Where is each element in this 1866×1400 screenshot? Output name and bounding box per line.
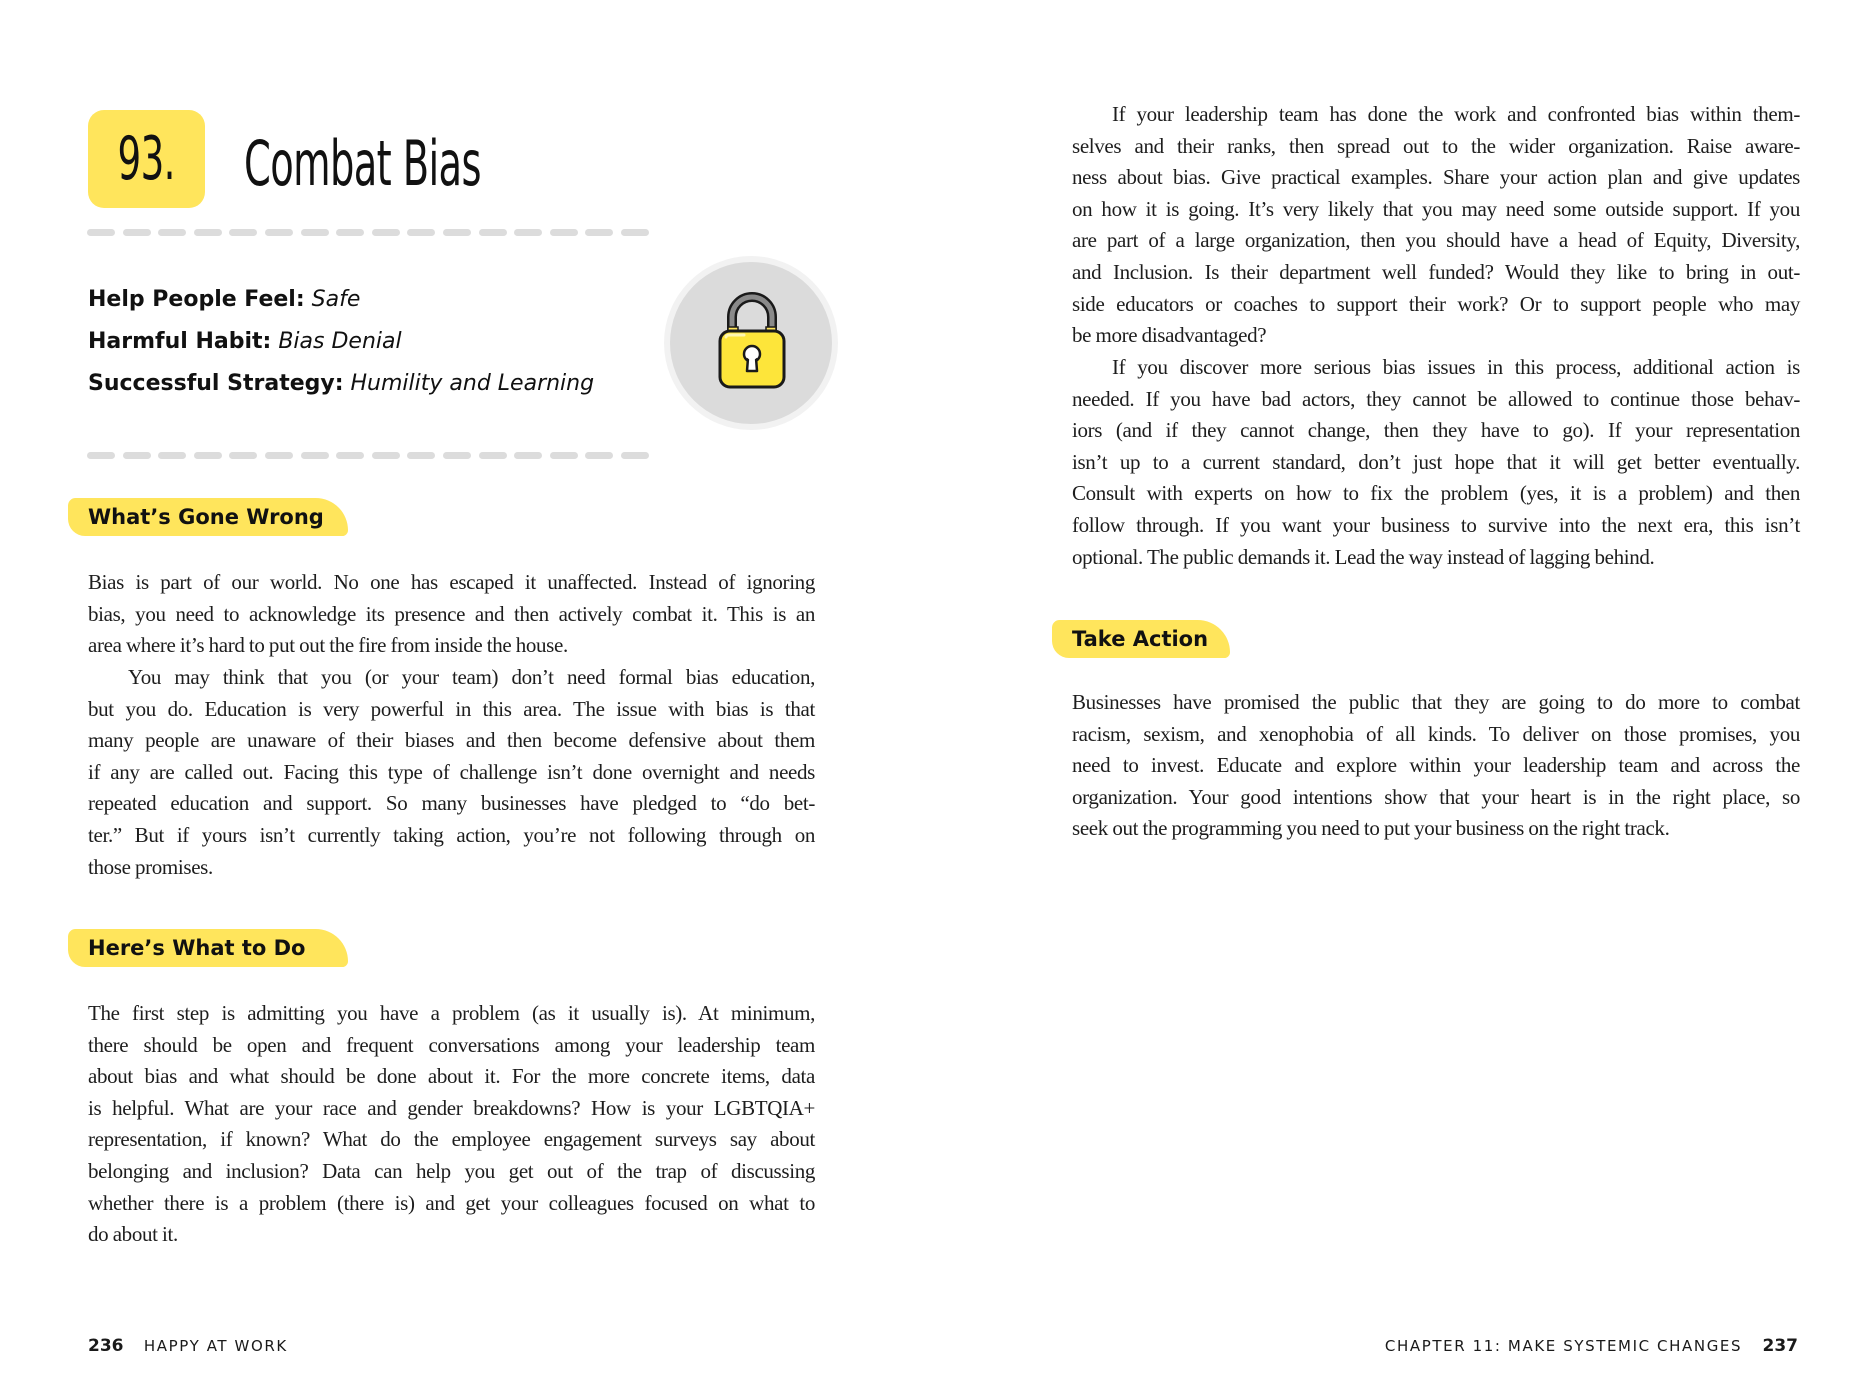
text-line: optional. The public demands it. Lead the way instead of lagging behind. xyxy=(1072,544,1655,569)
text-line: needed. If you have bad actors, they cannot be allowed to continue those behav- xyxy=(1072,386,1800,411)
section-heading-heres-what-to-do xyxy=(68,929,348,967)
meta-habit-label: Harmful Habit: xyxy=(88,329,272,354)
text-line: is helpful. What are your race and gender breakdowns? How is your LGBTQIA+ xyxy=(88,1095,815,1120)
text-line: if any are called out. Facing this type of challenge isn’t done overnight and needs xyxy=(88,759,815,784)
text-line: many people are unaware of their biases and then become defensive about them xyxy=(88,728,815,753)
meta-strategy xyxy=(88,371,594,396)
text-line: If your leadership team has done the work and confronted bias within them- xyxy=(1112,102,1800,126)
text-line: Consult with experts on how to fix the problem (yes, it is a problem) and then xyxy=(1072,481,1800,506)
text-line: are part of a large organization, then you should have a head of Equity, Diversity, xyxy=(1072,228,1800,253)
meta-feel-label: Help People Feel: xyxy=(88,287,305,312)
meta-feel xyxy=(88,287,360,312)
text-line: about bias and what should be done about it. For the more concrete items, data xyxy=(88,1064,815,1089)
text-line: iors (and if they cannot change, then they have to go). If your representation xyxy=(1072,418,1800,443)
text-line: organization. Your good intentions show that your heart is in the right place, so xyxy=(1072,784,1800,809)
paragraph-take-action-1 xyxy=(1072,687,1800,845)
meta-strategy-value: Humility and Learning xyxy=(350,371,595,396)
text-line: belonging and inclusion? Data can help you get out of the trap of discussing xyxy=(88,1158,815,1183)
paragraph-what-to-do-2 xyxy=(1072,99,1800,352)
left-page-number: 236 xyxy=(88,1336,124,1356)
text-line: representation, if known? What do the employee engagement surveys say about xyxy=(88,1127,815,1152)
paragraph-gone-wrong-1 xyxy=(88,567,815,662)
text-line: on how it is going. It’s very likely that you may need some outside support. If you xyxy=(1072,196,1800,221)
text-line: area where it’s hard to put out the fire from inside the house. xyxy=(88,633,568,658)
section-heading-label: Take Action xyxy=(1072,627,1209,651)
text-line: follow through. If you want your business to survive into the next era, this isn’t xyxy=(1072,512,1800,537)
text-line: Businesses have promised the public that they are going to do more to combat xyxy=(1072,690,1800,714)
text-line: repeated education and support. So many businesses have pledged to “do bet- xyxy=(88,791,815,816)
text-line: need to invest. Educate and explore within your leadership team and across the xyxy=(1072,753,1800,778)
dashed-divider-top xyxy=(87,229,649,237)
section-heading-take-action xyxy=(1052,620,1230,658)
page-title-wrap xyxy=(244,118,626,208)
paragraph-gone-wrong-2 xyxy=(88,662,815,883)
text-line: but you do. Education is very powerful in this area. The issue with bias is that xyxy=(88,696,815,721)
meta-habit-value: Bias Denial xyxy=(278,329,402,354)
text-line: isn’t up to a current standard, don’t just hope that it will get better eventually. xyxy=(1072,449,1800,474)
left-running-head: HAPPY AT WORK xyxy=(143,1337,288,1355)
section-heading-label: What’s Gone Wrong xyxy=(88,505,324,529)
text-line: selves and their ranks, then spread out to the wider organization. Raise aware- xyxy=(1072,133,1800,158)
text-line: Bias is part of our world. No one has escaped it unaffected. Instead of ignoring xyxy=(88,570,815,594)
text-line: and Inclusion. Is their department well funded? Would they like to bring in out- xyxy=(1072,259,1800,284)
text-line: do about it. xyxy=(88,1222,178,1247)
text-line: If you discover more serious bias issues in this process, additional action is xyxy=(1112,355,1800,379)
page-title: Combat Bias xyxy=(244,126,481,200)
text-line: be more disadvantaged? xyxy=(1072,323,1267,348)
text-line: racism, sexism, and xenophobia of all kinds. To deliver on those promises, you xyxy=(1072,721,1800,746)
right-running-head: CHAPTER 11: MAKE SYSTEMIC CHANGES xyxy=(1384,1337,1743,1355)
text-line: ness about bias. Give practical examples. Share your action plan and give updates xyxy=(1072,165,1800,190)
text-line: whether there is a problem (there is) and get your colleagues focused on what to xyxy=(88,1190,815,1215)
text-line: there should be open and frequent conversations among your leadership team xyxy=(88,1032,815,1057)
text-line: side educators or coaches to support their work? Or to support people who may xyxy=(1072,291,1800,316)
text-line: The first step is admitting you have a problem (as it usually is). At minimum, xyxy=(88,1001,815,1025)
lock-icon-circle xyxy=(664,256,838,430)
meta-habit xyxy=(88,329,402,354)
paragraph-what-to-do-3 xyxy=(1072,352,1800,573)
meta-feel-value: Safe xyxy=(311,287,361,312)
text-line: those promises. xyxy=(88,854,213,879)
text-line: bias, you need to acknowledge its presence and then actively combat it. This is an xyxy=(88,601,815,626)
chapter-number-badge xyxy=(88,110,205,208)
dashed-divider-bottom xyxy=(87,452,649,460)
paragraph-what-to-do-1 xyxy=(88,998,815,1251)
chapter-number: 93. xyxy=(117,124,176,194)
text-line: seek out the programming you need to put your business on the right track. xyxy=(1072,816,1670,841)
text-line: ter.” But if yours isn’t currently taking action, you’re not following through on xyxy=(88,822,815,847)
section-heading-whats-gone-wrong xyxy=(68,498,348,536)
right-page-number: 237 xyxy=(1762,1336,1798,1356)
section-heading-label: Here’s What to Do xyxy=(88,936,306,960)
footer-left xyxy=(88,1336,288,1356)
footer-right xyxy=(1385,1336,1798,1356)
text-line: You may think that you (or your team) don’t need formal bias education, xyxy=(128,665,815,689)
padlock-icon xyxy=(714,291,790,391)
meta-strategy-label: Successful Strategy: xyxy=(88,371,344,396)
